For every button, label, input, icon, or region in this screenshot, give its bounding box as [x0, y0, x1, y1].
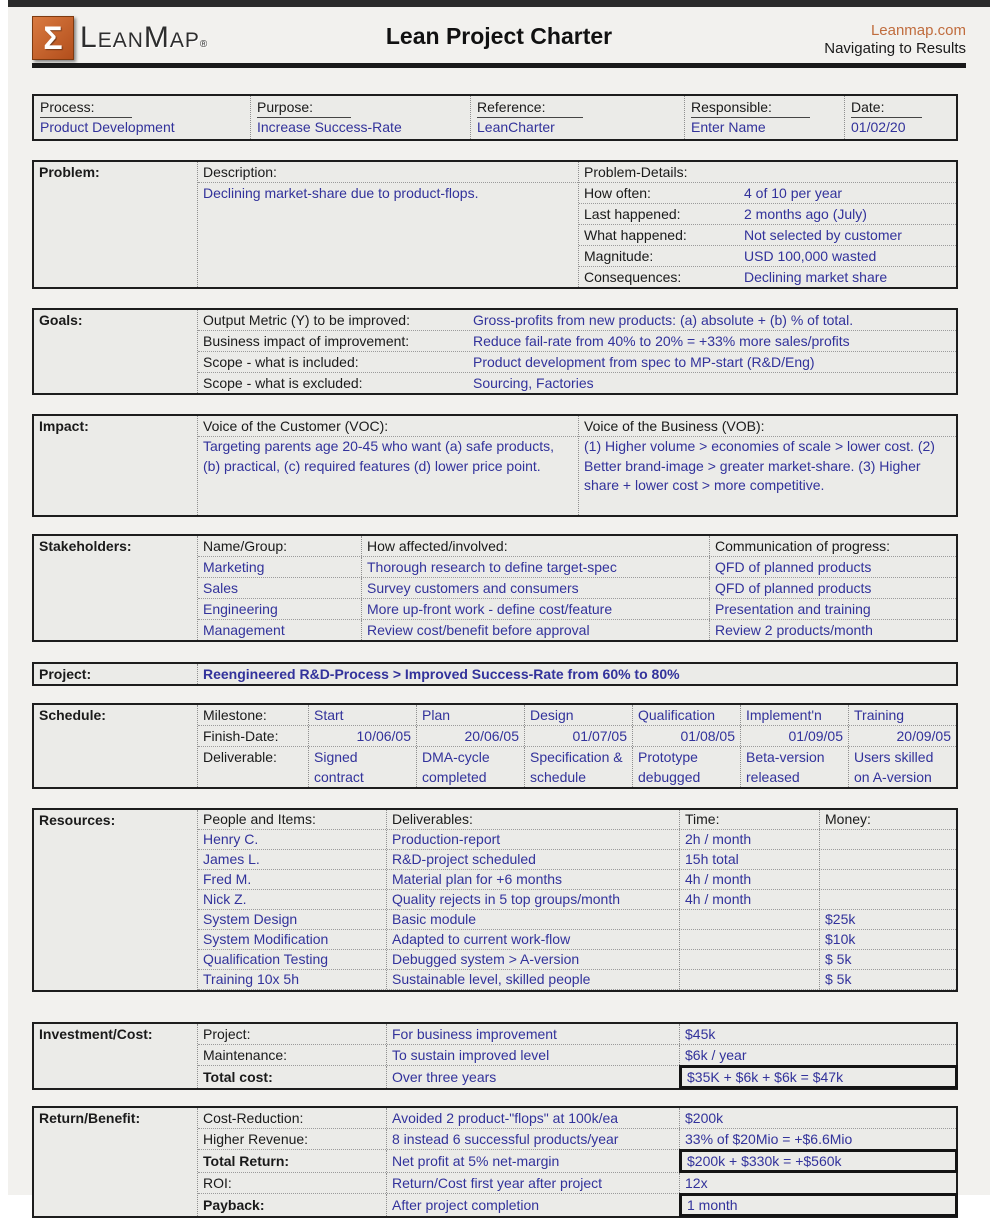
project-statement: Reengineered R&D-Process > Improved Success-Rate from 60% to 80% [203, 666, 680, 682]
return-value: 12x [679, 1173, 956, 1193]
col-header-deliverables: Deliverables: [386, 810, 679, 829]
deliverable: Signed contract [308, 747, 416, 787]
stakeholder-name: Management [203, 622, 285, 638]
resource-money: $ 5k [819, 950, 956, 969]
goals-body [197, 310, 956, 393]
detail-label: Magnitude: [584, 248, 654, 264]
detail-label: Last happened: [584, 206, 681, 222]
milestone-name: Design [524, 705, 632, 725]
impact-section [32, 414, 958, 517]
resource-deliverable: Debugged system > A-version [386, 950, 679, 969]
return-total-desc: Net profit at 5% net-margin [386, 1150, 679, 1172]
stakeholder-name: Sales [203, 580, 239, 596]
section-label-schedule: Schedule: [39, 707, 106, 723]
milestone-name: Start [308, 705, 416, 725]
meta-purpose [250, 96, 470, 139]
finish-date: 01/08/05 [632, 726, 740, 746]
voc-column [198, 416, 578, 515]
return-total-row [198, 1150, 956, 1173]
goals-section [32, 308, 958, 395]
return-row [198, 1129, 956, 1150]
header-rule [32, 63, 966, 68]
detail-row [579, 225, 956, 246]
resource-money: $ 5k [819, 970, 956, 989]
resources-section [32, 808, 958, 992]
stakeholders-header-row [198, 536, 956, 557]
meta-value: LeanCharter [477, 119, 555, 135]
meta-reference [470, 96, 684, 139]
meta-value: Increase Success-Rate [257, 119, 402, 135]
goal-value: Reduce fail-rate from 40% to 20% = +33% more sales/profits [473, 333, 850, 349]
stakeholder-name: Marketing [203, 559, 265, 575]
voc-text: Targeting parents age 20-45 who want (a) safe products, (b) practical, (c) required features (d) lower price point. [203, 438, 554, 474]
meta-label: Date: [851, 98, 922, 118]
milestone-name: Training [848, 705, 956, 725]
stakeholder-row [198, 578, 956, 599]
resource-people: Training 10x 5h [203, 971, 299, 987]
logo-letter: L [80, 21, 98, 54]
meta-responsible [684, 96, 844, 139]
return-row [198, 1108, 956, 1129]
investment-total-value: $35K + $6k + $6k = $47k [679, 1065, 958, 1089]
section-label-return: Return/Benefit: [39, 1110, 141, 1126]
col-header-money: Money: [819, 810, 956, 829]
logo-letter: M [143, 21, 170, 54]
deliverable: Prototype debugged [632, 747, 740, 787]
deliverable-row-label: Deliverable: [203, 749, 277, 765]
meta-date [844, 96, 956, 139]
charter-page [8, 0, 990, 1213]
goal-row [198, 310, 956, 331]
investment-row [198, 1045, 956, 1066]
investment-total-row [198, 1066, 956, 1088]
return-value: 33% of $20Mio = +$6.6Mio [679, 1129, 956, 1149]
stakeholder-how: More up-front work - define cost/feature [361, 599, 709, 619]
resource-money [819, 850, 956, 869]
resource-people: Henry C. [203, 831, 259, 847]
stakeholder-comm: QFD of planned products [709, 557, 956, 577]
schedule-section [32, 703, 958, 789]
detail-value: 4 of 10 per year [744, 185, 843, 201]
detail-label: Consequences: [584, 269, 682, 285]
resource-time [679, 950, 819, 969]
top-bar [8, 0, 990, 7]
resource-people: System Design [203, 911, 298, 927]
impact-body [197, 416, 956, 515]
col-header-people: People and Items: [203, 811, 316, 827]
header-right-block [824, 22, 966, 58]
resource-time: 2h / month [679, 830, 819, 849]
detail-value: 2 months ago (July) [744, 206, 867, 222]
finish-date-row [198, 726, 956, 747]
registered-mark: ® [199, 39, 209, 50]
resource-deliverable: Quality rejects in 5 top groups/month [386, 890, 679, 909]
resource-people: Fred M. [203, 871, 252, 887]
meta-row [34, 96, 956, 139]
problem-details-col [578, 162, 956, 287]
voc-header: Voice of the Customer (VOC): [198, 416, 578, 437]
problem-body [197, 162, 956, 287]
stakeholder-how: Review cost/benefit before approval [361, 620, 709, 640]
detail-label: How often: [584, 185, 651, 201]
milestone-row [198, 705, 956, 726]
details-header: Problem-Details: [579, 162, 956, 183]
goal-label: Business impact of improvement: [203, 333, 410, 349]
detail-row [579, 183, 956, 204]
finish-date: 20/09/05 [848, 726, 956, 746]
investment-value: $45k [679, 1024, 956, 1044]
goal-label: Scope - what is included: [203, 354, 359, 370]
project-section [32, 662, 958, 686]
return-row [198, 1173, 956, 1194]
problem-section [32, 160, 958, 289]
problem-description-col [198, 162, 578, 287]
logo-letters: AP [169, 29, 200, 52]
section-label-problem: Problem: [39, 164, 100, 180]
resource-time [679, 910, 819, 929]
resource-row [198, 930, 956, 950]
section-label-project: Project: [39, 666, 92, 682]
investment-desc: For business improvement [386, 1024, 679, 1044]
resource-people: System Modification [203, 931, 329, 947]
col-header-comm: Communication of progress: [709, 536, 956, 556]
investment-key: Project: [203, 1026, 251, 1042]
payback-value: 1 month [679, 1193, 958, 1217]
resource-people: James L. [203, 851, 260, 867]
payback-row [198, 1194, 956, 1216]
sigma-glyph: Σ [43, 20, 63, 56]
detail-label: What happened: [584, 227, 687, 243]
resource-deliverable: Adapted to current work-flow [386, 930, 679, 949]
page-header [8, 7, 990, 63]
investment-total-key: Total cost: [203, 1069, 273, 1085]
stakeholders-body [197, 536, 956, 640]
deliverable: Beta-version released [740, 747, 848, 787]
stakeholder-row [198, 620, 956, 640]
goal-label: Output Metric (Y) to be improved: [203, 312, 410, 328]
detail-value: Declining market share [744, 269, 888, 285]
investment-section [32, 1022, 958, 1090]
investment-body [197, 1024, 956, 1088]
milestone-row-label: Milestone: [203, 707, 267, 723]
section-label-impact: Impact: [39, 418, 89, 434]
resource-row [198, 950, 956, 970]
milestone-name: Plan [416, 705, 524, 725]
goal-value: Gross-profits from new products: (a) absolute + (b) % of total. [473, 312, 854, 328]
goal-value: Sourcing, Factories [473, 375, 594, 391]
resource-money [819, 870, 956, 889]
section-label-resources: Resources: [39, 812, 116, 828]
meta-label: Purpose: [257, 98, 351, 118]
return-desc: 8 instead 6 successful products/year [386, 1129, 679, 1149]
detail-value: USD 100,000 wasted [744, 248, 877, 264]
goal-row [198, 373, 956, 393]
finish-date: 20/06/05 [416, 726, 524, 746]
return-value: $200k [679, 1108, 956, 1128]
meta-label: Reference: [477, 98, 583, 118]
finish-date: 01/09/05 [740, 726, 848, 746]
deliverable-row [198, 747, 956, 787]
resource-time: 15h total [679, 850, 819, 869]
detail-row [579, 246, 956, 267]
resource-deliverable: R&D-project scheduled [386, 850, 679, 869]
resources-header-row [198, 810, 956, 830]
stakeholder-how: Thorough research to define target-spec [361, 557, 709, 577]
goal-row [198, 331, 956, 352]
logo-letters: EAN [97, 29, 144, 52]
meta-value: Product Development [40, 119, 175, 135]
meta-value: Enter Name [691, 119, 766, 135]
return-total-key: Total Return: [203, 1153, 290, 1169]
resource-people: Nick Z. [203, 891, 247, 907]
detail-row [579, 267, 956, 287]
resource-deliverable: Production-report [386, 830, 679, 849]
stakeholder-comm: Review 2 products/month [709, 620, 956, 640]
return-section [32, 1106, 958, 1218]
meta-table [32, 94, 958, 141]
finish-row-label: Finish-Date: [203, 728, 279, 744]
resource-money [819, 890, 956, 909]
stakeholder-row [198, 557, 956, 578]
detail-row [579, 204, 956, 225]
vob-header: Voice of the Business (VOB): [579, 416, 956, 437]
investment-row [198, 1024, 956, 1045]
stakeholder-row [198, 599, 956, 620]
resource-time: 4h / month [679, 890, 819, 909]
resource-row [198, 830, 956, 850]
stakeholders-section [32, 534, 958, 642]
investment-value: $6k / year [679, 1045, 956, 1065]
return-desc: Return/Cost first year after project [386, 1173, 679, 1193]
section-label-goals: Goals: [39, 312, 83, 328]
deliverable: Specification & schedule [524, 747, 632, 787]
resource-deliverable: Sustainable level, skilled people [386, 970, 679, 989]
stakeholder-comm: QFD of planned products [709, 578, 956, 598]
investment-total-desc: Over three years [386, 1066, 679, 1088]
resource-time [679, 930, 819, 949]
resource-row [198, 850, 956, 870]
project-body [197, 664, 956, 684]
return-key: Higher Revenue: [203, 1131, 309, 1147]
resource-money: $25k [819, 910, 956, 929]
section-label-investment: Investment/Cost: [39, 1026, 153, 1042]
resource-money [819, 830, 956, 849]
col-header-time: Time: [679, 810, 819, 829]
description-header: Description: [198, 162, 578, 183]
resource-deliverable: Basic module [386, 910, 679, 929]
col-header-name: Name/Group: [203, 538, 288, 554]
tagline: Navigating to Results [824, 40, 966, 57]
schedule-body [197, 705, 956, 787]
finish-date: 10/06/05 [308, 726, 416, 746]
vob-text: (1) Higher volume > economies of scale > lower cost. (2) Better brand-image > greater market-share. (3) Higher share + lower cost > more competitive. [584, 438, 935, 493]
page-title: Lean Project Charter [385, 23, 613, 49]
resource-row [198, 910, 956, 930]
section-label-stakeholders: Stakeholders: [39, 538, 132, 554]
return-body [197, 1108, 956, 1216]
resource-time: 4h / month [679, 870, 819, 889]
goal-value: Product development from spec to MP-start (R&D/Eng) [473, 354, 815, 370]
leanmap-site-link[interactable]: Leanmap.com [870, 22, 966, 39]
return-key: Cost-Reduction: [203, 1110, 304, 1126]
payback-key: Payback: [203, 1197, 265, 1213]
vob-column [578, 416, 956, 515]
return-key: ROI: [203, 1175, 232, 1191]
goal-label: Scope - what is excluded: [203, 375, 363, 391]
return-total-value: $200k + $330k = +$560k [679, 1149, 958, 1173]
resource-row [198, 870, 956, 890]
meta-label: Process: [40, 98, 132, 118]
deliverable: DMA-cycle completed [416, 747, 524, 787]
resource-time [679, 970, 819, 989]
return-desc: Avoided 2 product-"flops" at 100k/ea [386, 1108, 679, 1128]
meta-process [34, 96, 250, 139]
resource-row [198, 890, 956, 910]
payback-desc: After project completion [386, 1194, 679, 1216]
investment-key: Maintenance: [203, 1047, 288, 1063]
detail-value: Not selected by customer [744, 227, 902, 243]
meta-label: Responsible: [691, 98, 810, 118]
finish-date: 01/07/05 [524, 726, 632, 746]
stakeholder-comm: Presentation and training [709, 599, 956, 619]
goal-row [198, 352, 956, 373]
meta-value: 01/02/20 [851, 119, 906, 135]
stakeholder-how: Survey customers and consumers [361, 578, 709, 598]
col-header-how: How affected/involved: [361, 536, 709, 556]
milestone-name: Qualification [632, 705, 740, 725]
milestone-name: Implement'n [740, 705, 848, 725]
resource-people: Qualification Testing [203, 951, 329, 967]
deliverable: Users skilled on A-version [848, 747, 956, 787]
resource-deliverable: Material plan for +6 months [386, 870, 679, 889]
resources-body [197, 810, 956, 990]
resource-row [198, 970, 956, 990]
resource-money: $10k [819, 930, 956, 949]
stakeholder-name: Engineering [203, 601, 278, 617]
investment-desc: To sustain improved level [386, 1045, 679, 1065]
description-text: Declining market-share due to product-flops. [203, 185, 479, 201]
